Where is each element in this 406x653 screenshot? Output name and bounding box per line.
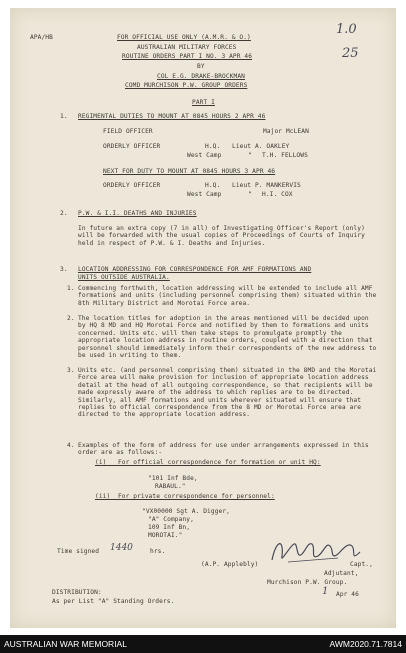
section-2-title: P.W. & I.I. DEATHS AND INJURIES	[78, 210, 197, 217]
example-2-label: (ii) For private correspondence for personnel:	[95, 493, 275, 500]
example-1-label: (i) For official correspondence for formation or unit HQ:	[95, 459, 321, 466]
orderly-2-hq-name: Lieut P. MANKERVIS	[232, 182, 301, 189]
example-2-line-3: 109 Inf Bn,	[148, 524, 191, 531]
example-2-line-4: MOROTAI."	[148, 532, 183, 539]
para-3-number: 3.	[67, 367, 75, 374]
section-2-number: 2.	[60, 210, 68, 217]
example-2-line-1: "VX00000 Sgt A. Digger,	[142, 508, 230, 515]
signatory-appointment: Adjutant,	[324, 570, 359, 577]
orderly-officer-label: ORDERLY OFFICER	[103, 143, 161, 150]
section-3-title-line-1: LOCATION ADDRESSING FOR CORRESPONDENCE FOR AMF FORMATIONS AND	[78, 266, 312, 273]
handwritten-date-day: 1	[322, 586, 329, 597]
section-3-title-line-2: UNITS OUTSIDE AUSTRALIA.	[78, 274, 170, 281]
header-line-6: COMD MURCHISON P.W. GROUP ORDERS	[125, 82, 248, 89]
orderly-officer-2-label: ORDERLY OFFICER	[103, 182, 161, 189]
time-signed-label: Time signed	[57, 548, 100, 555]
date-month-year: Apr 46	[336, 591, 359, 598]
section-3-number: 3.	[60, 266, 68, 273]
orderly-hq-name: Lieut A. OAKLEY	[232, 143, 290, 150]
section-1-title: REGIMENTAL DUTIES TO MOUNT AT 0845 HOURS 2 APR 46	[78, 113, 266, 120]
footer-accession-number: AWM2020.71.7814	[329, 639, 402, 649]
next-duty-title: NEXT FOR DUTY TO MOUNT AT 0845 HOURS 3 APR 46	[103, 168, 276, 175]
para-2-text: The location titles for adoption in the areas mentioned will be decided upon by HQ 8 MD and HQ Morotai Force and notified by them to formations and units concerned. Units etc. will then take steps to promulgate promptly the appropriate location address in routine orders, coupled with a direction that personnel should immediately inform their correspondents of the new address to be used in writing to them.	[78, 315, 377, 360]
time-signed-value: 1440	[110, 543, 133, 553]
example-1-line-1: "101 Inf Bde,	[148, 475, 198, 482]
handwritten-page-number: 1.0	[336, 22, 357, 37]
archive-footer	[0, 635, 406, 653]
security-header: FOR OFFICIAL USE ONLY (A.M.R. & O.)	[117, 34, 251, 41]
para-1-text: Commencing forthwith, location addressing will be extended to include all AMF formations and units (including personnel comprising them) situated within the 8th Military District and Morotai Force area.	[78, 285, 377, 307]
part-title: PART I	[192, 99, 215, 106]
reference-code: APA/HB	[30, 34, 53, 41]
para-3-text: Units etc. (and personnel comprising them) situated in the 8MD and the Morotai Force area will make provision for inclusion of appropriate location address detail at the head of all outgoing correspondence, so that recipients will be made expressly aware of the address to which replies are to be directed. Similarly, all AMF formations and units wherever situated will ensure that replies to official correspondence from the 8 MD or Morotai Force area are directed to the appropriate location address.	[78, 367, 377, 419]
header-line-3: ROUTINE ORDERS PART I NO. 3 APR 46	[122, 53, 253, 60]
para-4-text: Examples of the form of address for use under arrangements expressed in this order are as follows:-	[78, 442, 369, 457]
distribution-text: As per List "A" Standing Orders.	[52, 598, 175, 605]
header-line-4: BY	[197, 63, 205, 70]
footer-institution: AUSTRALIAN WAR MEMORIAL	[4, 639, 127, 649]
orderly-2-west-name: H.I. COX	[262, 191, 293, 198]
orderly-2-west-ditto: "	[248, 191, 252, 198]
section-2-body: In future an extra copy (7 in all) of Investigating Officer's Report (only) will be forwarded with the usual copies of Proceedings of Courts of Inquiry held in respect of P.W. & I. Deaths and Injuries.	[78, 225, 365, 247]
para-4-number: 4.	[67, 442, 75, 449]
section-1-number: 1.	[60, 113, 68, 120]
time-signed-suffix: hrs.	[150, 548, 166, 555]
para-2-number: 2.	[67, 315, 75, 322]
orderly-west-ditto: "	[248, 152, 252, 159]
signatory-rank: Capt.,	[350, 561, 373, 568]
orderly-west-name: T.H. FELLOWS	[262, 152, 308, 159]
signatory-unit: Murchison P.W. Group.	[267, 579, 348, 586]
header-line-2: AUSTRALIAN MILITARY FORCES	[137, 44, 237, 51]
field-officer-value: Major McLEAN	[263, 128, 309, 135]
field-officer-label: FIELD OFFICER	[103, 128, 153, 135]
para-1-number: 1.	[67, 285, 75, 292]
handwritten-folio-number: 25	[342, 46, 359, 61]
signatory-name: (A.P. Applebly)	[201, 561, 259, 568]
orderly-west-camp: West Camp	[187, 152, 222, 159]
orderly-hq: H.Q.	[205, 143, 221, 150]
distribution-title: DISTRIBUTION:	[52, 589, 102, 596]
orderly-2-hq: H.Q.	[205, 182, 221, 189]
orderly-2-west-camp: West Camp	[187, 191, 222, 198]
example-1-line-2: RABAUL."	[155, 483, 186, 490]
example-2-line-2: "A" Company,	[148, 516, 194, 523]
header-line-5: COL E.G. DRAKE-BROCKMAN	[157, 73, 245, 80]
